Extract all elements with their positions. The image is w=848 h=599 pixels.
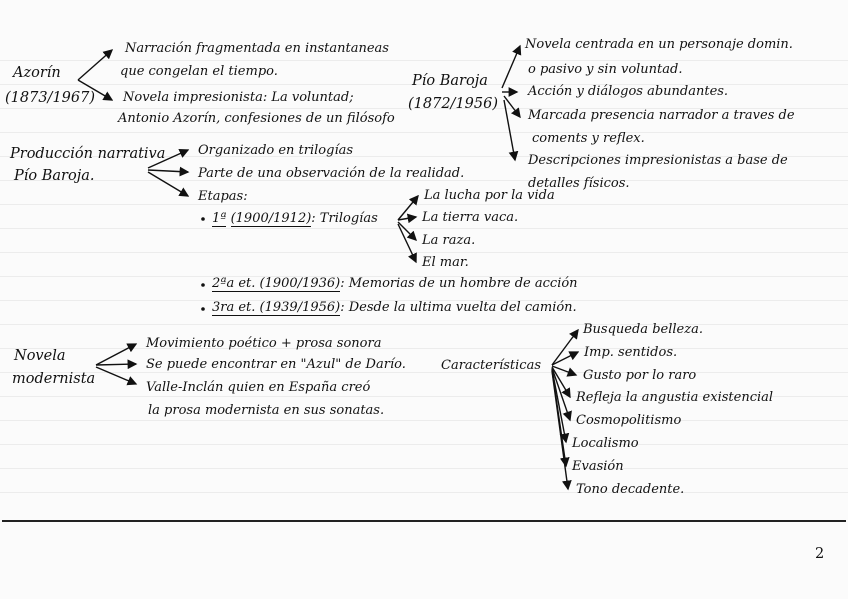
- trilogia-3: La raza.: [422, 233, 476, 248]
- etapa2-label: 2ªa et. (1900/1936): [212, 276, 341, 291]
- produccion-title: Producción narrativa: [10, 146, 166, 162]
- caracteristica-6: Localismo: [572, 436, 639, 451]
- baroja-item-4: Descripciones impresionistas a base de: [528, 153, 788, 168]
- baroja-item-3: Marcada presencia narrador a traves de: [528, 108, 795, 123]
- azorin-item-1-cont: que congelan el tiempo.: [120, 64, 278, 79]
- etapa2-text: : Memorias de un hombre de acción: [340, 276, 578, 291]
- trilogia-1: La lucha por la vida: [424, 188, 555, 203]
- caracteristica-5: Cosmopolitismo: [576, 413, 682, 428]
- produccion-item-2: Parte de una observación de la realidad.: [198, 166, 465, 181]
- baroja-years: (1872/1956): [408, 96, 499, 112]
- caracteristicas-title: Características: [441, 358, 541, 373]
- caracteristica-8: Tono decadente.: [576, 482, 685, 497]
- baroja-item-4-cont: detalles físicos.: [528, 176, 630, 191]
- baroja-item-2: Acción y diálogos abundantes.: [528, 84, 729, 99]
- modernista-item-2: Se puede encontrar en "Azul" de Darío.: [146, 357, 406, 372]
- etapa1: [212, 211, 378, 227]
- etapa2: [212, 276, 578, 292]
- azorin-name: Azorín: [13, 65, 61, 81]
- etapa3-text: : Desde la ultima vuelta del camión.: [340, 300, 577, 315]
- page-number: 2: [815, 546, 825, 562]
- modernista-item-3-cont: la prosa modernista en sus sonatas.: [148, 403, 385, 418]
- produccion-item-3: Etapas:: [198, 189, 248, 204]
- azorin-item-2: Novela impresionista: La voluntad;: [123, 90, 354, 105]
- etapa3-label: 3ra et. (1939/1956): [212, 300, 341, 315]
- caracteristica-7: Evasión: [572, 459, 624, 474]
- caracteristica-4: Refleja la angustia existencial: [576, 390, 774, 405]
- etapa1-period: (1900/1912): [230, 211, 312, 226]
- produccion-item-1: Organizado en trilogías: [198, 143, 354, 158]
- azorin-item-2-cont: Antonio Azorín, confesiones de un filósofo: [118, 111, 395, 126]
- produccion-subtitle: Pío Baroja.: [14, 168, 95, 184]
- modernista-title: Novela: [14, 348, 66, 364]
- baroja-item-3-cont: coments y reflex.: [532, 131, 645, 146]
- baroja-item-1-cont: o pasivo y sin voluntad.: [528, 62, 683, 77]
- baroja-item-1: Novela centrada en un personaje domin.: [525, 37, 793, 52]
- trilogia-4: El mar.: [422, 255, 469, 270]
- etapa3: [212, 300, 577, 316]
- etapa1-suffix: : Trilogías: [311, 211, 378, 226]
- caracteristica-1: Busqueda belleza.: [583, 322, 703, 337]
- azorin-item-1: Narración fragmentada en instantaneas: [125, 41, 389, 56]
- caracteristica-2: Imp. sentidos.: [584, 345, 678, 360]
- azorin-years: (1873/1967): [5, 90, 96, 106]
- modernista-item-1: Movimiento poético + prosa sonora: [146, 336, 382, 351]
- etapa1-label: 1ª: [212, 211, 227, 226]
- modernista-subtitle: modernista: [12, 371, 96, 387]
- trilogia-2: La tierra vaca.: [422, 210, 519, 225]
- baroja-name: Pío Baroja: [412, 73, 488, 89]
- caracteristica-3: Gusto por lo raro: [583, 368, 697, 383]
- modernista-item-3: Valle-Inclán quien en España creó: [146, 380, 371, 395]
